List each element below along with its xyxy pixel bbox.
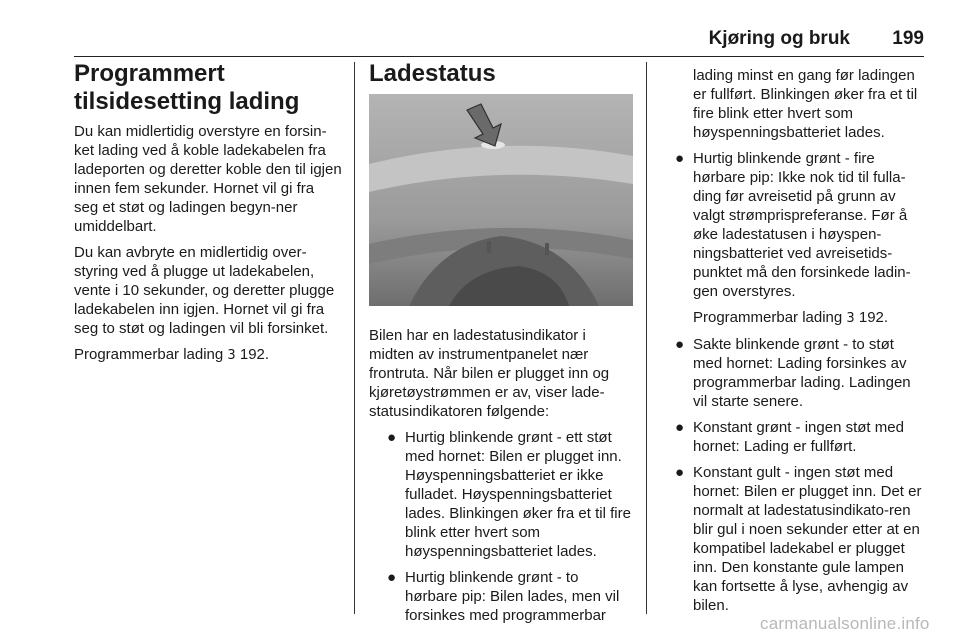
list-item: ● Hurtig blinkende grønt - fire hørbare pip: Ikke nok tid til fulla-ding før avreisetid på grunn av valgt strømprispreferanse. Før å øke ladestatusen i høyspen-ningsbatteriet ved avreisetids-punktet må den forsinkede ladin-gen overstyres. [675,150,911,300]
watermark: carmanualsonline.info [760,614,930,633]
paragraph-continuation: lading minst en gang før ladingen er fullført. Blinkingen øker fra et til fire blink etter hvert som høyspenningsbatteriet lades. [693,67,918,141]
bullet-icon: ● [675,150,685,167]
list-item: ● Konstant gult - ingen støt med hornet: Bilen er plugget inn. Det er normalt at ladestatusindikato-ren blir gul i noen sekunder etter at en kompatibel ladekabel er plugget inn. Den konstante gule lampen kan fortsette å lyse, avhengig av bilen. [675,464,922,614]
list-item: ● Sakte blinkende grønt - to støt med hornet: Lading forsinkes av programmerbar lading. Ladingen vil starte senere. [675,336,911,410]
bullet-icon: ● [387,569,397,586]
middle-column [369,60,633,632]
list-item: ● Hurtig blinkende grønt - ett støt med hornet: Bilen er plugget inn. Høyspenningsbatteriet er ikke fulladet. Høyspenningsbatteriet lades. Blinkingen øker fra et til fire blink etter hvert som høyspenningsbatteriet lades. [387,429,631,560]
ref-arrow-icon: 3 [846,311,855,326]
cross-reference[interactable] [667,308,927,328]
ref-text: Programmerbar lading [74,346,224,363]
list-item: ● Konstant grønt - ingen støt med hornet: Lading er fullført. [675,419,904,455]
cross-reference[interactable] [74,345,342,365]
right-column [667,66,927,622]
page-number: 199 [892,28,924,49]
column-divider [354,62,355,614]
bullet-icon: ● [675,419,685,436]
ref-page: 192. [239,346,270,363]
bullet-icon: ● [387,429,397,446]
ref-arrow-icon: 3 [227,348,236,363]
ref-page: 192. [858,309,889,326]
status-list [667,335,927,615]
paragraph: Du kan midlertidig overstyre en forsin-ket lading ved å koble ladekabelen fra ladeporten og deretter koble den til igjen innen fem sekunder. Hornet vil gi fra seg et støt og ladingen begyn-ner umiddelbart. [74,123,342,235]
paragraph-intro: Bilen har en ladestatusindikator i midten av instrumentpanelet nær frontruta. Når bilen er plugget inn og kjøretøystrømmen er av, viser lade-statusindikatoren følgende: [369,327,610,420]
ref-text: Programmerbar lading [693,309,843,326]
left-column [74,60,342,372]
heading-programmed-override: Programmert tilsidesetting lading [74,60,300,115]
section-title: Kjøring og bruk [708,28,850,49]
status-list [369,428,633,625]
column-divider [646,62,647,614]
list-item: ● Hurtig blinkende grønt - to hørbare pip: Bilen lades, men vil forsinkes med programmerbar [387,569,620,624]
page-header [74,22,924,57]
bullet-icon: ● [675,336,685,353]
dashboard-illustration [369,94,633,306]
bullet-icon: ● [675,464,685,481]
status-list [667,149,927,301]
paragraph: Du kan avbryte en midlertidig over-styring ved å plugge ut ladekabelen, vente i 10 sekunder, og deretter plugge ladekabelen inn igjen. Hornet vil gi fra seg to støt og ladingen vil bli forsinket. [74,244,335,337]
dashboard-photo [369,94,633,306]
heading-charge-status: Ladestatus [369,60,496,87]
